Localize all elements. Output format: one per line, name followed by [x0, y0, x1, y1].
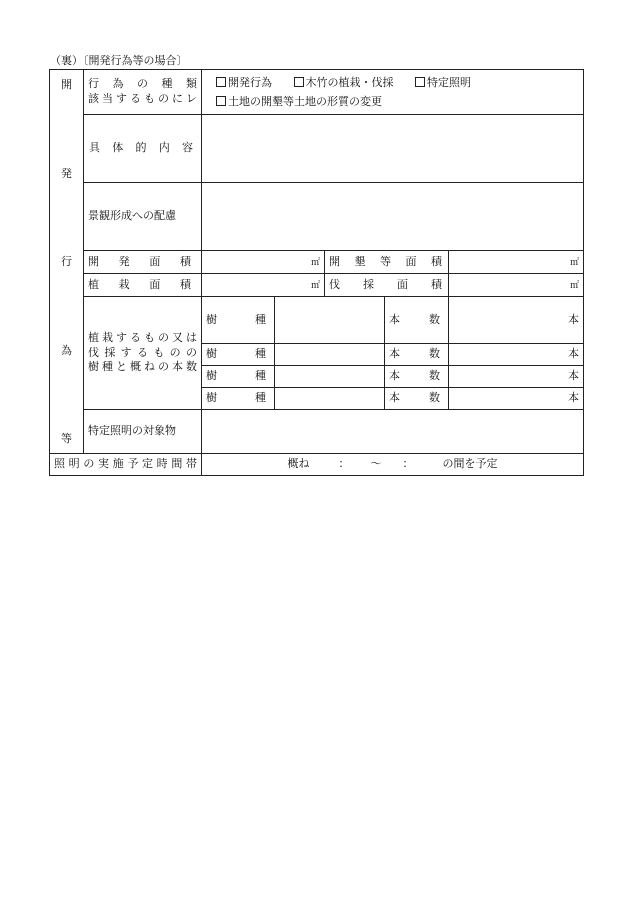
option-development[interactable]: 開発行為: [216, 76, 272, 91]
trees-label-line1: 植栽するもの又は: [88, 330, 197, 344]
reclaim-area-unit: ㎡: [570, 257, 580, 268]
vertical-label-cell: [50, 70, 84, 454]
option-land-reclamation[interactable]: 土地の開墾等土地の形質の変更: [216, 95, 382, 110]
dev-area-unit: ㎡: [310, 257, 320, 268]
count-unit: 本: [568, 312, 580, 326]
count-label: 本 数: [385, 366, 449, 388]
species-label: 樹 種: [202, 366, 275, 388]
count-unit: 本: [568, 347, 580, 361]
checkbox-icon[interactable]: [294, 77, 304, 87]
lighting-time-colon: ：: [402, 457, 414, 471]
species-label: 樹 種: [202, 297, 275, 344]
content-field[interactable]: [202, 115, 584, 183]
count-field[interactable]: [449, 388, 584, 410]
lighting-time-tilde: ～: [370, 457, 382, 471]
trees-label-cell: [84, 297, 202, 410]
count-field[interactable]: [449, 344, 584, 366]
species-field[interactable]: [275, 297, 385, 344]
vertical-char: 行: [61, 255, 72, 269]
type-options-cell: [202, 70, 584, 115]
reclaim-area-field[interactable]: [449, 251, 584, 274]
lighting-time-suffix: の間を予定: [442, 457, 498, 471]
vertical-char: 為: [61, 343, 72, 357]
type-label-line1: 行 為 の 種 類: [88, 77, 197, 91]
lighting-time-field[interactable]: [202, 454, 584, 476]
vertical-char: 発: [61, 166, 72, 180]
count-field[interactable]: [449, 366, 584, 388]
form-heading: （裏）〔開発行為等の場合〕: [50, 54, 188, 67]
species-field[interactable]: [275, 344, 385, 366]
trees-label-line2: 伐採するものの: [88, 345, 197, 359]
lighting-object-field[interactable]: [202, 410, 584, 454]
count-label: 本 数: [385, 297, 449, 344]
reclaim-area-label: 開 墾 等 面 積: [325, 251, 449, 274]
count-unit: 本: [568, 369, 580, 383]
checkbox-icon[interactable]: [415, 77, 425, 87]
option-tree-planting[interactable]: 木竹の植栽・伐採: [294, 76, 394, 91]
count-unit: 本: [568, 391, 580, 405]
lighting-object-label: 特定照明の対象物: [84, 410, 202, 454]
lighting-time-label: 照 明 の 実 施 予 定 時 間 帯: [50, 454, 202, 476]
option-specific-lighting[interactable]: 特定照明: [415, 76, 471, 91]
trees-label-line3: 樹種と概ねの本数: [88, 360, 197, 374]
species-label: 樹 種: [202, 344, 275, 366]
cut-area-unit: ㎡: [570, 280, 580, 291]
checkbox-icon[interactable]: [216, 77, 226, 87]
dev-area-field[interactable]: [202, 251, 325, 274]
dev-area-label: 開 発 面 積: [84, 251, 202, 274]
species-field[interactable]: [275, 366, 385, 388]
landscape-field[interactable]: [202, 183, 584, 251]
count-field[interactable]: [449, 297, 584, 344]
cut-area-label: 伐 採 面 積: [325, 274, 449, 297]
plant-area-field[interactable]: [202, 274, 325, 297]
vertical-char: 開: [61, 78, 72, 91]
lighting-time-colon: ：: [338, 457, 350, 471]
count-label: 本 数: [385, 344, 449, 366]
species-label: 樹 種: [202, 388, 275, 410]
checkbox-icon[interactable]: [216, 96, 226, 106]
landscape-label: 景観形成への配慮: [84, 183, 202, 251]
content-label: 具 体 的 内 容: [84, 115, 202, 183]
vertical-char: 等: [61, 432, 72, 446]
type-label-cell: [84, 70, 202, 115]
plant-area-unit: ㎡: [310, 280, 320, 291]
development-form-table: [49, 69, 584, 476]
count-label: 本 数: [385, 388, 449, 410]
species-field[interactable]: [275, 388, 385, 410]
lighting-time-prefix: 概ね: [287, 457, 310, 471]
plant-area-label: 植 栽 面 積: [84, 274, 202, 297]
cut-area-field[interactable]: [449, 274, 584, 297]
type-label-line2: 該当するものにレ: [88, 92, 197, 105]
